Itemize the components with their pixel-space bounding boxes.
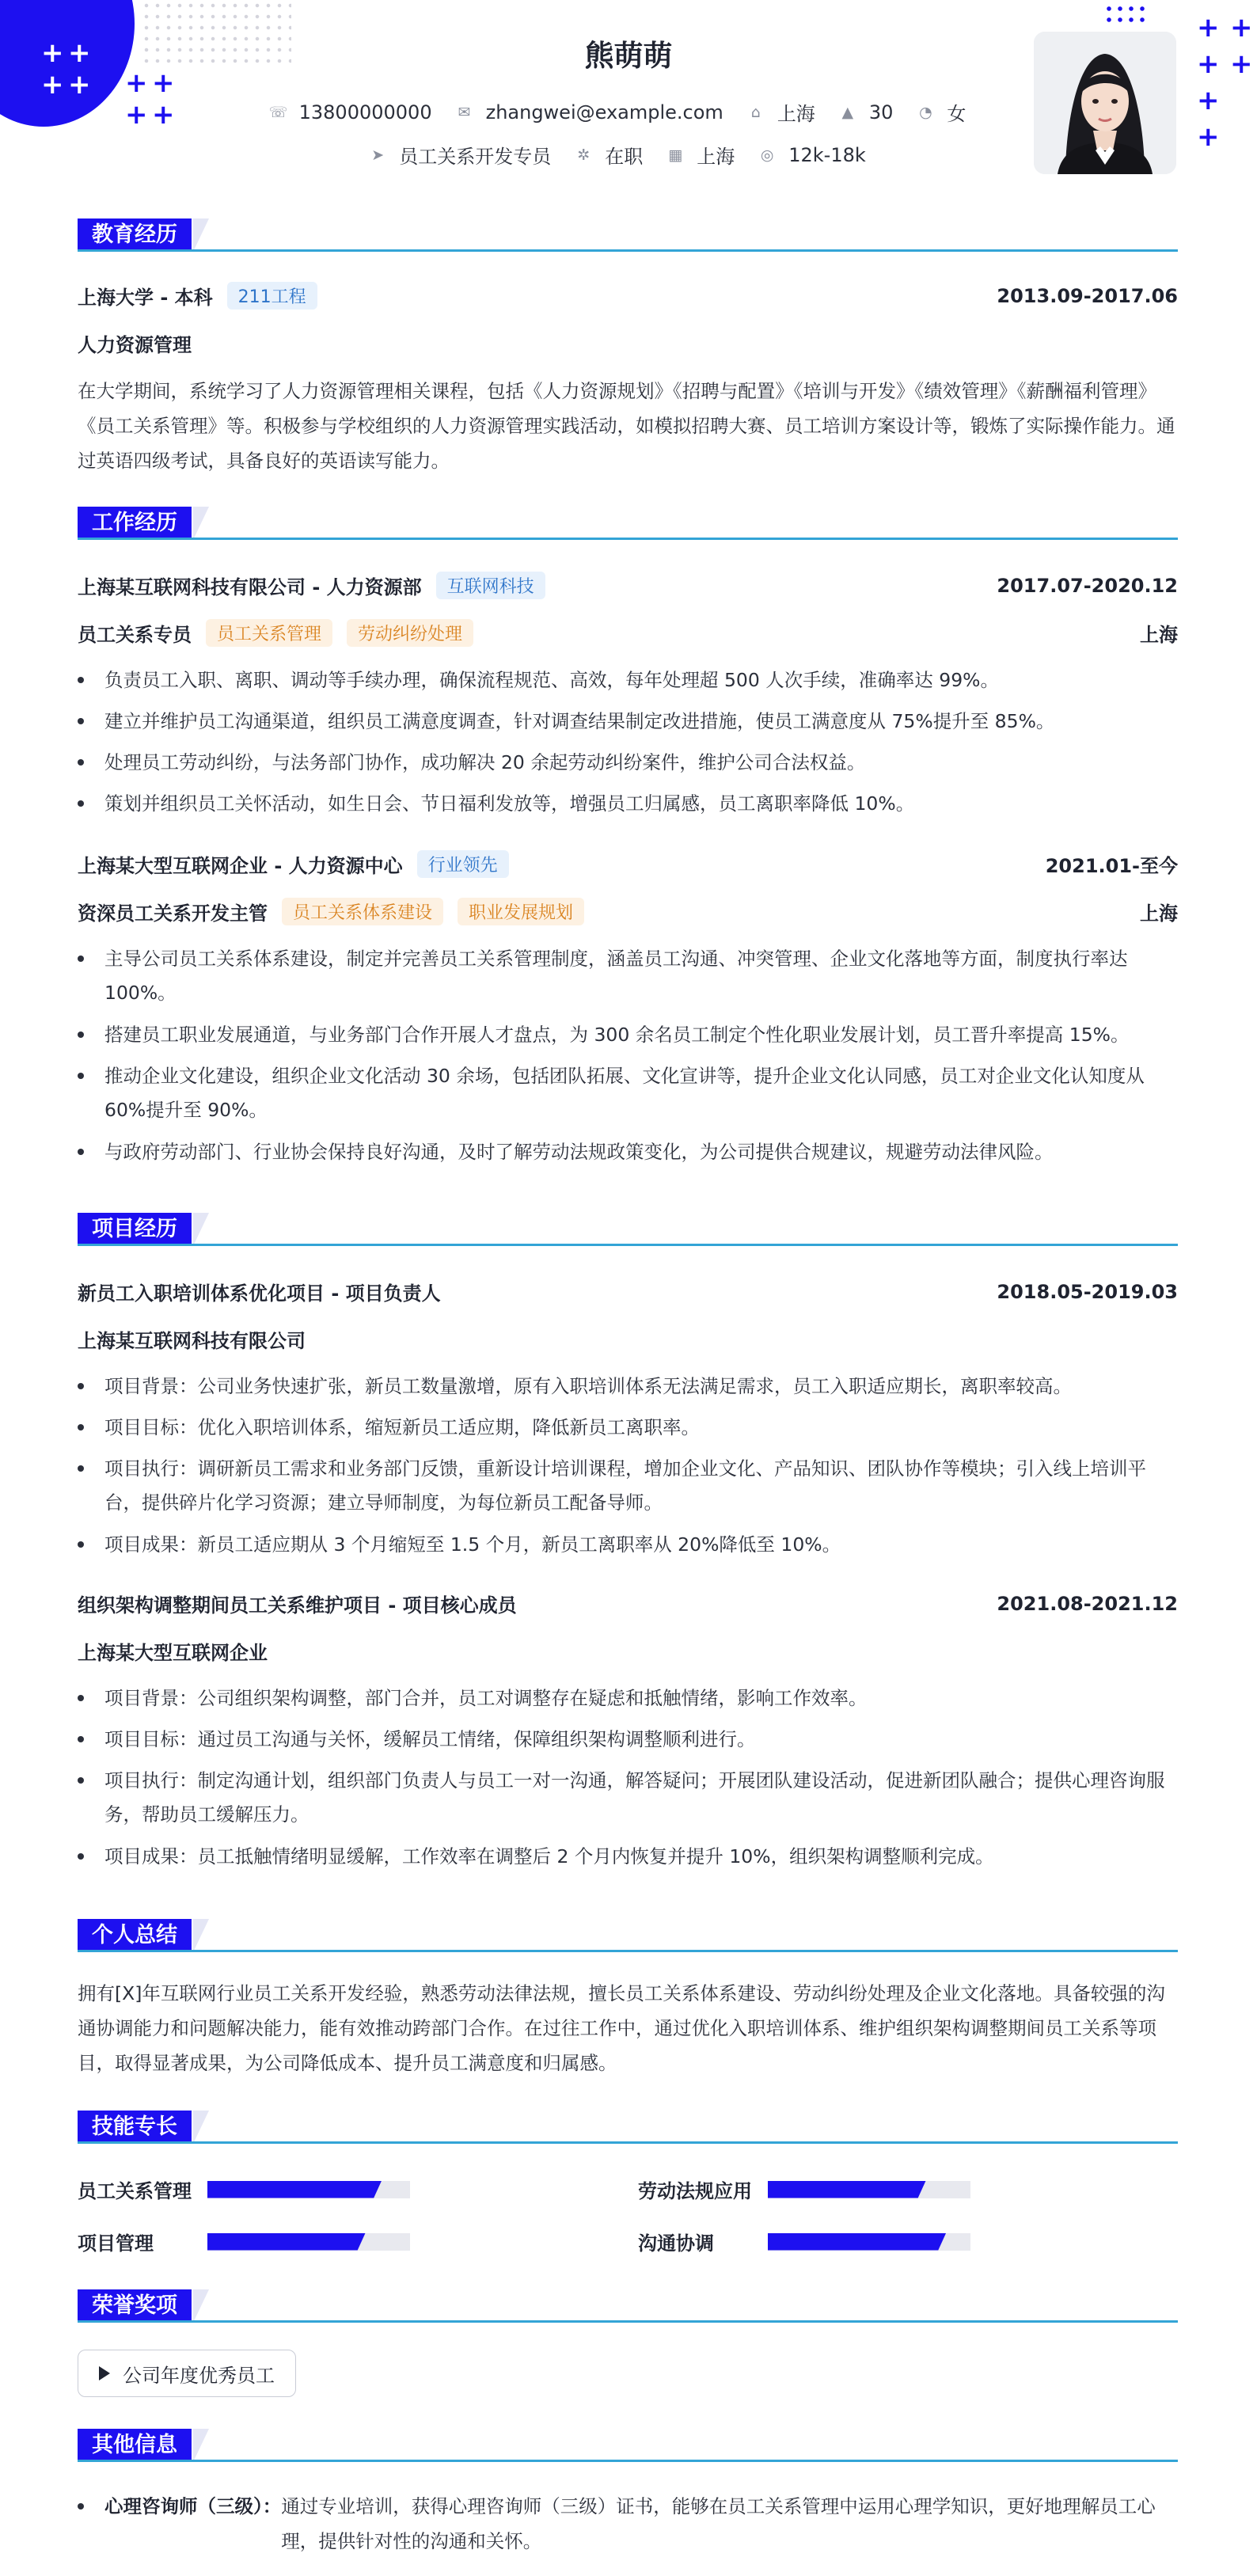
skill-bar <box>768 2181 970 2198</box>
section-divider <box>78 2460 1178 2462</box>
target-city-value: 上海 <box>697 146 735 168</box>
work-period: 2021.01-至今 <box>1045 855 1178 877</box>
other-info-item <box>78 2489 1178 2559</box>
list-item: 项目执行：调研新员工需求和业务部门反馈，重新设计培训课程，增加企业文化、产品知识、团队协作等模块；引入线上培训平台，提供碎片化学习资源；建立导师制度，为每位新员工配备导师。 <box>78 1452 1178 1520</box>
work-position-row <box>78 619 1178 647</box>
list-item: 建立并维护员工沟通渠道，组织员工满意度调查，针对调查结果制定改进措施，使员工满意度从 75%提升至 85%。 <box>78 705 1178 739</box>
gender-icon: ◔ <box>919 103 932 121</box>
plus-icon: + <box>68 37 91 69</box>
list-item: 项目执行：制定沟通计划，组织部门负责人与员工一对一沟通，解答疑问；开展团队建设活动，促进新团队融合；提供心理咨询服务，帮助员工缓解压力。 <box>78 1764 1178 1832</box>
list-item: 负责员工入职、离职、调动等手续办理，确保流程规范、高效，每年处理超 500 人次手续，准确率达 99%。 <box>78 663 1178 697</box>
project-company: 上海某大型互联网企业 <box>78 1642 268 1664</box>
coin-icon: ◎ <box>760 146 774 164</box>
gender-item <box>917 98 966 126</box>
section-other <box>78 2429 1178 2462</box>
list-item: 与政府劳动部门、行业协会保持良好沟通，及时了解劳动法规政策变化，为公司提供合规建议，规避劳动法律风险。 <box>78 1135 1178 1169</box>
other-info-value: 通过专业培训，获得心理咨询师（三级）证书，能够在员工关系管理中运用心理学知识，更好地理解员工心理，提供针对性的沟通和关怀。 <box>281 2495 1156 2552</box>
education-header <box>78 282 1178 310</box>
gender-value: 女 <box>947 103 966 125</box>
section-title: 个人总结 <box>78 1919 192 1952</box>
skill-bar-fill <box>207 2181 382 2198</box>
project-title: 新员工入职培训体系优化项目 - 项目负责人 <box>78 1282 441 1305</box>
list-item: 项目成果：新员工适应期从 3 个月缩短至 1.5 个月，新员工离职率从 20%降低至 10%。 <box>78 1528 1178 1562</box>
skill-item <box>638 2228 970 2255</box>
phone-item <box>269 101 432 123</box>
project-company-row <box>78 1637 1178 1665</box>
send-icon: ➤ <box>371 146 385 164</box>
section-divider <box>78 1244 1178 1246</box>
section-projects <box>78 1213 1178 1246</box>
project-company: 上海某互联网科技有限公司 <box>78 1330 306 1352</box>
target-city-item <box>666 141 735 169</box>
age-item <box>839 101 894 123</box>
email-item <box>456 101 723 123</box>
section-title: 技能专长 <box>78 2111 192 2144</box>
plus-icon: + <box>152 67 175 99</box>
skill-bar-fill <box>207 2233 366 2251</box>
salary-value: 12k-18k <box>788 143 866 166</box>
section-education <box>78 218 1178 252</box>
list-item: 策划并组织员工关怀活动，如生日会、节日福利发放等，增强员工归属感，员工离职率降低 10%。 <box>78 787 1178 821</box>
plus-icon: + <box>1197 12 1220 44</box>
list-item: 主导公司员工关系体系建设，制定并完善员工关系管理制度，涵盖员工沟通、冲突管理、企业文化落地等方面，制度执行率达 100%。 <box>78 942 1178 1010</box>
section-divider <box>78 2320 1178 2323</box>
list-item: 项目成果：员工抵触情绪明显缓解，工作效率在调整后 2 个月内恢复并提升 10%，组织架构调整顺利完成。 <box>78 1840 1178 1874</box>
list-item: 处理员工劳动纠纷，与法务部门协作，成功解决 20 余起劳动纠纷案件，维护公司合法权益。 <box>78 746 1178 780</box>
work-location: 上海 <box>1140 624 1178 646</box>
work-location: 上海 <box>1140 902 1178 925</box>
award-item <box>78 2350 296 2397</box>
section-divider <box>78 538 1178 540</box>
education-major-row <box>78 329 1178 357</box>
phone-icon: ☏ <box>268 103 288 121</box>
section-skills <box>78 2111 1178 2144</box>
plus-icon: + <box>68 69 91 101</box>
section-title: 项目经历 <box>78 1213 192 1246</box>
home-icon: ⌂ <box>750 103 761 121</box>
status-value: 在职 <box>605 146 644 168</box>
position-tag: 员工关系体系建设 <box>282 898 443 925</box>
section-title: 荣誉奖项 <box>78 2289 192 2323</box>
avatar <box>1034 32 1176 174</box>
plus-icon: + <box>125 99 148 131</box>
position-tag: 职业发展规划 <box>458 898 584 925</box>
major: 人力资源管理 <box>78 334 192 356</box>
phone-value: 13800000000 <box>298 101 432 123</box>
plus-icon: + <box>1230 12 1253 44</box>
project-company-row <box>78 1325 1178 1353</box>
city-item <box>747 98 815 126</box>
job-value: 员工关系开发专员 <box>399 146 552 168</box>
company-name: 上海某大型互联网企业 - 人力资源中心 <box>78 855 403 877</box>
summary-text: 拥有[X]年互联网行业员工关系开发经验，熟悉劳动法律法规，擅长员工关系体系建设、劳动纠纷处理及企业文化落地。具备较强的沟通协调能力和问题解决能力，能有效推动跨部门合作。在过往工作中，通过优化入职培训体系、维护组织架构调整期间员工关系等项目，取得显著成果，为公司降低成本、提升员工满意度和归属感。 <box>78 1982 1165 2074</box>
section-slant <box>193 218 209 252</box>
school-tag: 211工程 <box>227 282 317 310</box>
project-header <box>78 1590 1178 1617</box>
contact-row <box>206 98 1029 126</box>
job-intent-row <box>206 141 1029 169</box>
skill-name: 员工关系管理 <box>78 2180 192 2202</box>
age-icon: ▲ <box>841 103 854 121</box>
project-header <box>78 1278 1178 1305</box>
position-tag: 员工关系管理 <box>206 619 332 647</box>
plus-icon: + <box>1230 48 1253 80</box>
project-period: 2021.08-2021.12 <box>997 1592 1178 1615</box>
skill-item <box>78 2228 410 2255</box>
plus-icon: + <box>41 37 64 69</box>
section-awards <box>78 2289 1178 2323</box>
mail-icon: ✉ <box>458 103 471 121</box>
plus-icon: + <box>152 99 175 131</box>
school-name: 上海大学 - 本科 <box>78 287 213 309</box>
skill-bar <box>207 2233 410 2251</box>
skill-bar <box>768 2233 970 2251</box>
candidate-name: 熊萌萌 <box>584 39 673 73</box>
section-slant <box>193 1919 209 1952</box>
status-icon: ✲ <box>577 146 591 164</box>
list-item: 项目目标：通过员工沟通与关怀，缓解员工情绪，保障组织架构调整顺利进行。 <box>78 1723 1178 1757</box>
decor-dots <box>1103 3 1151 27</box>
section-slant <box>193 2289 209 2323</box>
work-period: 2017.07-2020.12 <box>997 574 1178 597</box>
city-value: 上海 <box>777 103 815 125</box>
section-summary <box>78 1919 1178 1952</box>
section-title: 工作经历 <box>78 507 192 540</box>
plus-icon: + <box>125 67 148 99</box>
status-item <box>575 141 643 169</box>
plus-icon: + <box>41 69 64 101</box>
section-divider <box>78 249 1178 252</box>
section-slant <box>193 2429 209 2462</box>
skill-bar-fill <box>768 2233 946 2251</box>
list-item: 推动企业文化建设，组织企业文化活动 30 余场，包括团队拓展、文化宣讲等，提升企业文化认同感，员工对企业文化认知度从 60%提升至 90%。 <box>78 1059 1178 1127</box>
section-slant <box>193 1213 209 1246</box>
other-info-key: 心理咨询师（三级）： <box>104 2495 282 2517</box>
skill-name: 劳动法规应用 <box>638 2180 752 2202</box>
section-title: 其他信息 <box>78 2429 192 2462</box>
salary-item <box>758 144 866 166</box>
education-description: 在大学期间，系统学习了人力资源管理相关课程，包括《人力资源规划》《招聘与配置》《培训与开发》《绩效管理》《薪酬福利管理》《员工关系管理》等。积极参与学校组织的人力资源管理实践活动，如模拟招聘大赛、员工培训方案设计等，锻炼了实际操作能力。通过英语四级考试，具备良好的英语读写能力。 <box>78 380 1175 472</box>
position: 资深员工关系开发主管 <box>78 902 268 925</box>
project-period: 2018.05-2019.03 <box>997 1280 1178 1303</box>
position: 员工关系专员 <box>78 624 192 646</box>
list-item: 项目目标：优化入职培训体系，缩短新员工适应期，降低新员工离职率。 <box>78 1411 1178 1445</box>
building-icon: ▦ <box>668 146 683 164</box>
plus-icon: + <box>1197 85 1220 116</box>
email-value: zhangwei@example.com <box>485 101 723 123</box>
skill-bar-fill <box>768 2181 926 2198</box>
section-divider <box>78 1950 1178 1952</box>
skill-item <box>78 2175 410 2203</box>
education-period: 2013.09-2017.06 <box>997 284 1178 307</box>
list-item: 项目背景：公司业务快速扩张，新员工数量激增，原有入职培训体系无法满足需求，员工入职适应期长，离职率较高。 <box>78 1370 1178 1404</box>
play-icon <box>99 2366 110 2380</box>
company-tag: 行业领先 <box>417 850 509 878</box>
job-item <box>369 141 551 169</box>
work-header <box>78 572 1178 599</box>
age-value: 30 <box>868 101 894 123</box>
section-slant <box>193 2111 209 2144</box>
plus-icon: + <box>1197 121 1220 153</box>
section-title: 教育经历 <box>78 218 192 252</box>
position-tag: 劳动纠纷处理 <box>347 619 473 647</box>
plus-icon: + <box>1197 48 1220 80</box>
section-divider <box>78 2141 1178 2144</box>
company-tag: 互联网科技 <box>436 572 545 599</box>
section-slant <box>193 507 209 540</box>
work-header <box>78 850 1178 878</box>
work-position-row <box>78 898 1178 925</box>
list-item: 项目背景：公司组织架构调整，部门合并，员工对调整存在疑虑和抵触情绪，影响工作效率。 <box>78 1681 1178 1715</box>
project-title: 组织架构调整期间员工关系维护项目 - 项目核心成员 <box>78 1594 517 1617</box>
skill-bar <box>207 2181 410 2198</box>
skill-item <box>638 2175 970 2203</box>
section-work <box>78 507 1178 540</box>
company-name: 上海某互联网科技有限公司 - 人力资源部 <box>78 576 422 598</box>
list-item: 搭建员工职业发展通道，与业务部门合作开展人才盘点，为 300 余名员工制定个性化职业发展计划，员工晋升率提高 15%。 <box>78 1018 1178 1052</box>
skill-name: 项目管理 <box>78 2232 154 2255</box>
skill-name: 沟通协调 <box>638 2232 714 2255</box>
award-text: 公司年度优秀员工 <box>123 2364 275 2387</box>
